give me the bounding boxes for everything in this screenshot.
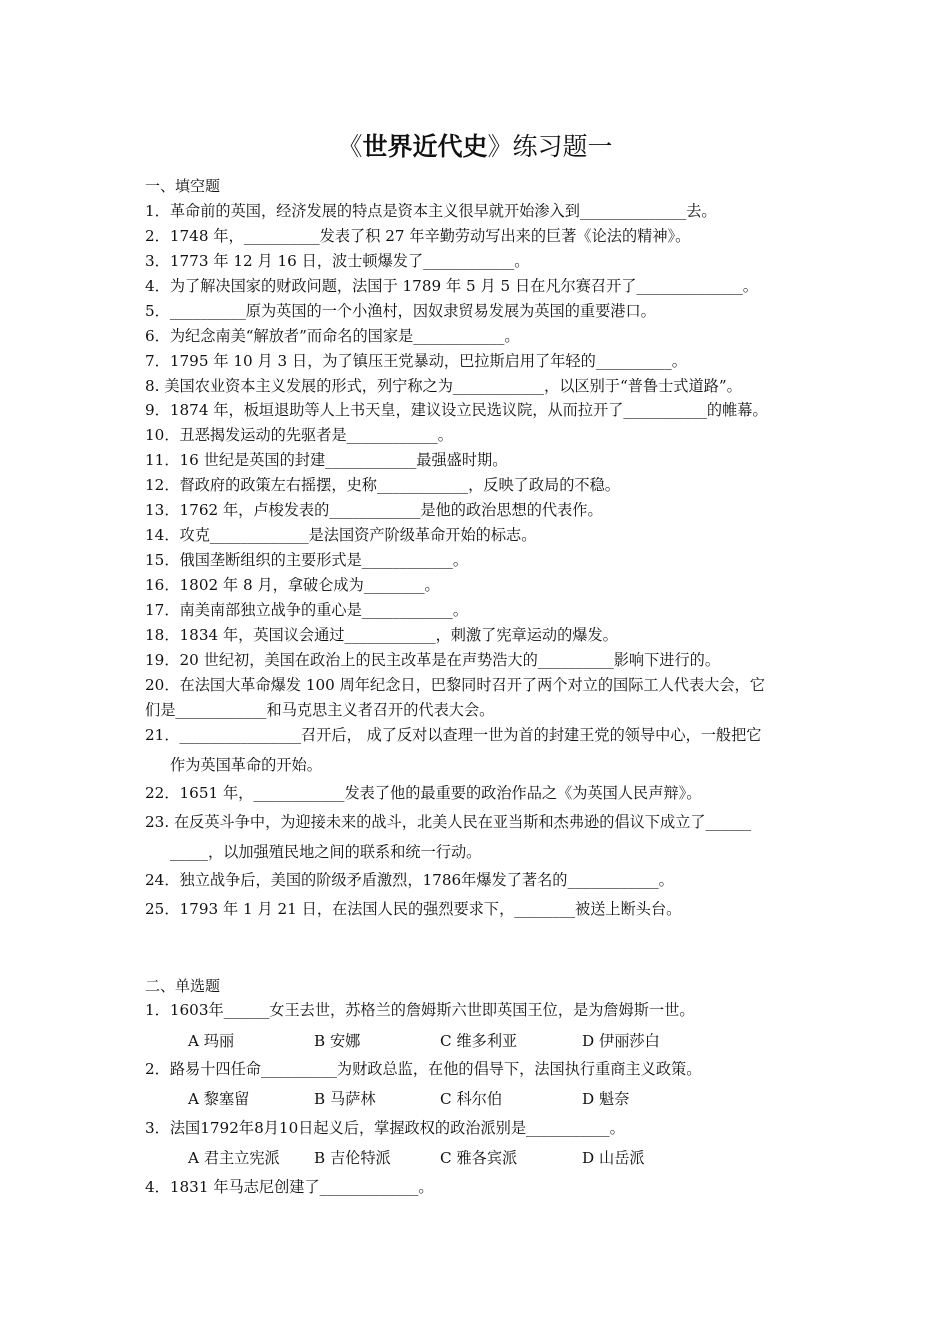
- choice-3-option-d: D 山岳派: [582, 1149, 645, 1167]
- fill-question-7: 7．1795 年 10 月 3 日，为了镇压王党暴动，巴拉斯启用了年轻的__________。: [145, 352, 687, 370]
- fill-question-15: 15．俄国垄断组织的主要形式是____________。: [145, 551, 469, 569]
- choice-question-2: 2．路易十四任命__________为财政总监，在他的倡导下，法国执行重商主义政策。: [145, 1060, 702, 1078]
- choice-3-option-c: C 雅各宾派: [440, 1149, 518, 1167]
- fill-question-13: 13．1762 年，卢梭发表的____________是他的政治思想的代表作。: [145, 501, 603, 519]
- fill-question-23-cont: _____，以加强殖民地之间的联系和统一行动。: [170, 843, 482, 861]
- fill-question-14: 14．攻克_____________是法国资产阶级革命开始的标志。: [145, 526, 537, 544]
- fill-question-21: 21．________________召开后， 成了反对以查理一世为首的封建王党的领导中心，一般把它: [145, 726, 762, 744]
- fill-question-23: 23. 在反英斗争中，为迎接未来的战斗，北美人民在亚当斯和杰弗逊的倡议下成立了______: [145, 813, 752, 831]
- title-suffix: 》练习题一: [487, 132, 613, 161]
- fill-question-20: 20．在法国大革命爆发 100 周年纪念日，巴黎同时召开了两个对立的国际工人代表大会，它: [145, 676, 765, 694]
- fill-question-19: 19．20 世纪初，美国在政治上的民主改革是在声势浩大的__________影响下进行的。: [145, 651, 721, 669]
- fill-question-4: 4．为了解决国家的财政问题，法国于 1789 年 5 月 5 日在凡尔赛召开了______________。: [145, 277, 758, 295]
- fill-question-16: 16．1802 年 8 月，拿破仑成为________。: [145, 576, 440, 594]
- fill-question-25: 25．1793 年 1 月 21 日，在法国人民的强烈要求下，________被送上断头台。: [145, 900, 682, 918]
- section-heading-choice: 二、单选题: [145, 977, 221, 995]
- choice-2-option-d: D 魁奈: [582, 1090, 630, 1108]
- choice-3-option-a: A 君主立宪派: [188, 1149, 280, 1167]
- fill-question-5: 5．__________原为英国的一个小渔村，因奴隶贸易发展为英国的重要港口。: [145, 302, 656, 320]
- choice-1-option-a: A 玛丽: [188, 1032, 235, 1050]
- choice-question-3: 3．法国1792年8月10日起义后，掌握政权的政治派别是___________。: [145, 1119, 625, 1137]
- fill-question-22: 22．1651 年，____________发表了他的最重要的政治作品之《为英国人民声辩》。: [145, 784, 702, 802]
- fill-question-10: 10．丑恶揭发运动的先驱者是____________。: [145, 426, 453, 444]
- choice-3-option-b: B 吉伦特派: [314, 1149, 391, 1167]
- fill-question-8: 8. 美国农业资本主义发展的形式，列宁称之为____________，以区别于“普鲁士式道路”。: [145, 377, 742, 395]
- fill-question-24: 24．独立战争后，美国的阶级矛盾激烈，1786年爆发了著名的____________。: [145, 871, 674, 889]
- choice-2-option-b: B 马萨林: [314, 1090, 376, 1108]
- choice-question-1: 1．1603年______女王去世，苏格兰的詹姆斯六世即英国王位，是为詹姆斯一世。: [145, 1001, 695, 1019]
- fill-question-12: 12．督政府的政策左右摇摆，史称____________，反映了政局的不稳。: [145, 476, 620, 494]
- fill-question-3: 3．1773 年 12 月 16 日，波士顿爆发了____________。: [145, 252, 530, 270]
- fill-question-18: 18．1834 年，英国议会通过____________，刺激了宪章运动的爆发。: [145, 626, 618, 644]
- choice-2-option-c: C 科尔伯: [440, 1090, 503, 1108]
- fill-question-21-cont: 作为英国革命的开始。: [170, 756, 322, 774]
- section-heading-fill: 一、填空题: [145, 177, 221, 195]
- page-title: [0, 130, 950, 164]
- fill-question-17: 17．南美南部独立战争的重心是____________。: [145, 601, 469, 619]
- fill-question-11: 11．16 世纪是英国的封建____________最强盛时期。: [145, 451, 508, 469]
- choice-1-option-d: D 伊丽莎白: [582, 1032, 660, 1050]
- fill-question-9: 9．1874 年，板垣退助等人上书天皇，建议设立民选议院，从而拉开了___________的帷幕。: [145, 401, 768, 419]
- fill-question-6: 6．为纪念南美“解放者”而命名的国家是____________。: [145, 327, 520, 345]
- fill-question-20-cont: 们是____________和马克思主义者召开的代表大会。: [145, 701, 495, 719]
- title-prefix: 《: [337, 132, 363, 161]
- choice-1-option-c: C 维多利亚: [440, 1032, 518, 1050]
- choice-1-option-b: B 安娜: [314, 1032, 361, 1050]
- choice-question-4: 4．1831 年马志尼创建了_____________。: [145, 1178, 434, 1196]
- fill-question-2: 2．1748 年，__________发表了积 27 年辛勤劳动写出来的巨著《论法的精神》。: [145, 227, 691, 245]
- title-bold: 世界近代史: [362, 132, 488, 161]
- choice-2-option-a: A 黎塞留: [188, 1090, 250, 1108]
- fill-question-1: 1．革命前的英国，经济发展的特点是资本主义很早就开始渗入到______________去。: [145, 202, 717, 220]
